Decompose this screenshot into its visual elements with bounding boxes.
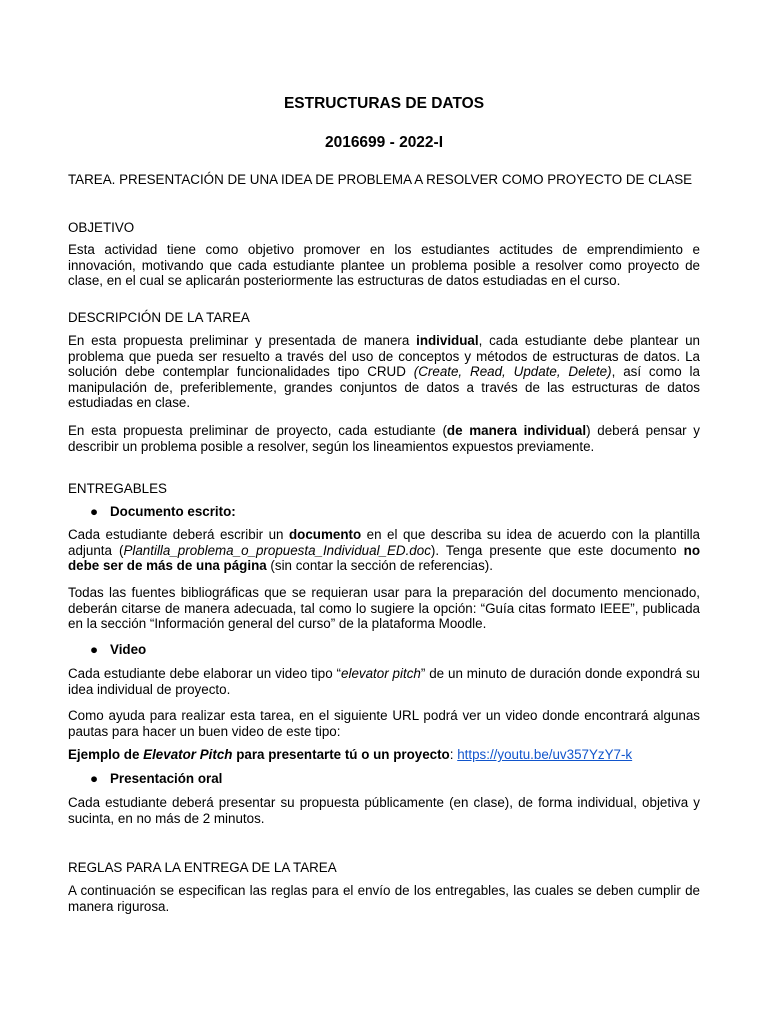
document-title: ESTRUCTURAS DE DATOS xyxy=(283,95,485,112)
section-heading-objetivo: OBJETIVO xyxy=(68,220,135,235)
crud-note: (Create, Read, Update, Delete) xyxy=(413,364,612,380)
reglas-paragraph: A continuación se especifican las reglas para el envío de los entregables, las cuales se deben cumplir de manera rigurosa. xyxy=(68,883,700,914)
objetivo-paragraph: Esta actividad tiene como objetivo promover en los estudiantes actitudes de emprendimiento e innovación, motivando que cada estudiante plantee un problema posible a resolver como proyecto de clase, en el cual se aplicarán posteriormente las estructuras de datos estudiadas en el curso. xyxy=(68,242,700,289)
section-heading-entregables: ENTREGABLES xyxy=(68,481,167,496)
elevator-pitch-video-link[interactable]: https://youtu.be/uv357YzY7-k xyxy=(457,747,633,762)
bullet-video: ● Video xyxy=(90,642,147,657)
documento-paragraph-1: Cada estudiante deberá escribir un documento en el que describa su idea de acuerdo con la plantilla adjunta (Plantilla_problema_o_propuesta_Individual_ED.doc). Tenga presente que este documento no debe ser de más de una página (sin contar la sección de referencias). xyxy=(68,527,700,574)
documento-paragraph-2: Todas las fuentes bibliográficas que se requieran usar para la preparación del documento mencionado, deberán citarse de manera adecuada, tal como lo sugiere la opción: “Guía citas formato IEEE”, publicada en la sección “Información general del curso” de la plataforma Moodle. xyxy=(68,585,700,632)
bullet-dot: ● xyxy=(90,504,99,519)
descripcion-paragraph-1: En esta propuesta preliminar y presentada de manera individual, cada estudiante debe plantear un problema que pueda ser resuelto a través del uso de conceptos y métodos de estructuras de datos. La solución debe contemplar funcionalidades tipo CRUD (Create, Read, Update, Delete), así como la manipulación de, preferiblemente, grandes conjuntos de datos a través de las estructuras de datos estudiadas en clase. xyxy=(68,333,701,411)
video-paragraph-1: Cada estudiante debe elaborar un video tipo “elevator pitch” de un minuto de duración donde expondrá su idea individual de proyecto. xyxy=(68,666,700,697)
section-heading-descripcion: DESCRIPCIÓN DE LA TAREA xyxy=(68,310,250,325)
template-filename: Plantilla_problema_o_propuesta_Individual_ED.doc xyxy=(123,542,431,558)
section-heading-reglas: REGLAS PARA LA ENTREGA DE LA TAREA xyxy=(68,860,337,875)
bullet-presentacion-oral: ● Presentación oral xyxy=(90,771,223,786)
descripcion-paragraph-2: En esta propuesta preliminar de proyecto, cada estudiante (de manera individual) deberá pensar y describir un problema posible a resolver, según los lineamientos expuestos previamente. xyxy=(68,423,700,454)
presentacion-paragraph: Cada estudiante deberá presentar su propuesta públicamente (en clase), de forma individual, objetiva y sucinta, en no más de 2 minutos. xyxy=(68,795,700,826)
elevator-pitch-example: Ejemplo de Elevator Pitch para presentarte tú o un proyecto: https://youtu.be/uv357YzY7-k xyxy=(68,747,633,762)
task-title: TAREA. PRESENTACIÓN DE UNA IDEA DE PROBLEMA A RESOLVER COMO PROYECTO DE CLASE xyxy=(68,172,693,187)
bullet-dot: ● xyxy=(90,771,99,786)
video-paragraph-2: Como ayuda para realizar esta tarea, en el siguiente URL podrá ver un video donde encontrará algunas pautas para hacer un buen video de este tipo: xyxy=(68,708,700,739)
emphasis-individual: individual xyxy=(416,333,479,348)
course-code: 2016699 - 2022-I xyxy=(324,134,444,151)
bullet-dot: ● xyxy=(90,642,99,657)
bullet-documento-escrito: ● Documento escrito: xyxy=(90,504,236,519)
emphasis-individual-manner: de manera individual xyxy=(446,423,587,438)
